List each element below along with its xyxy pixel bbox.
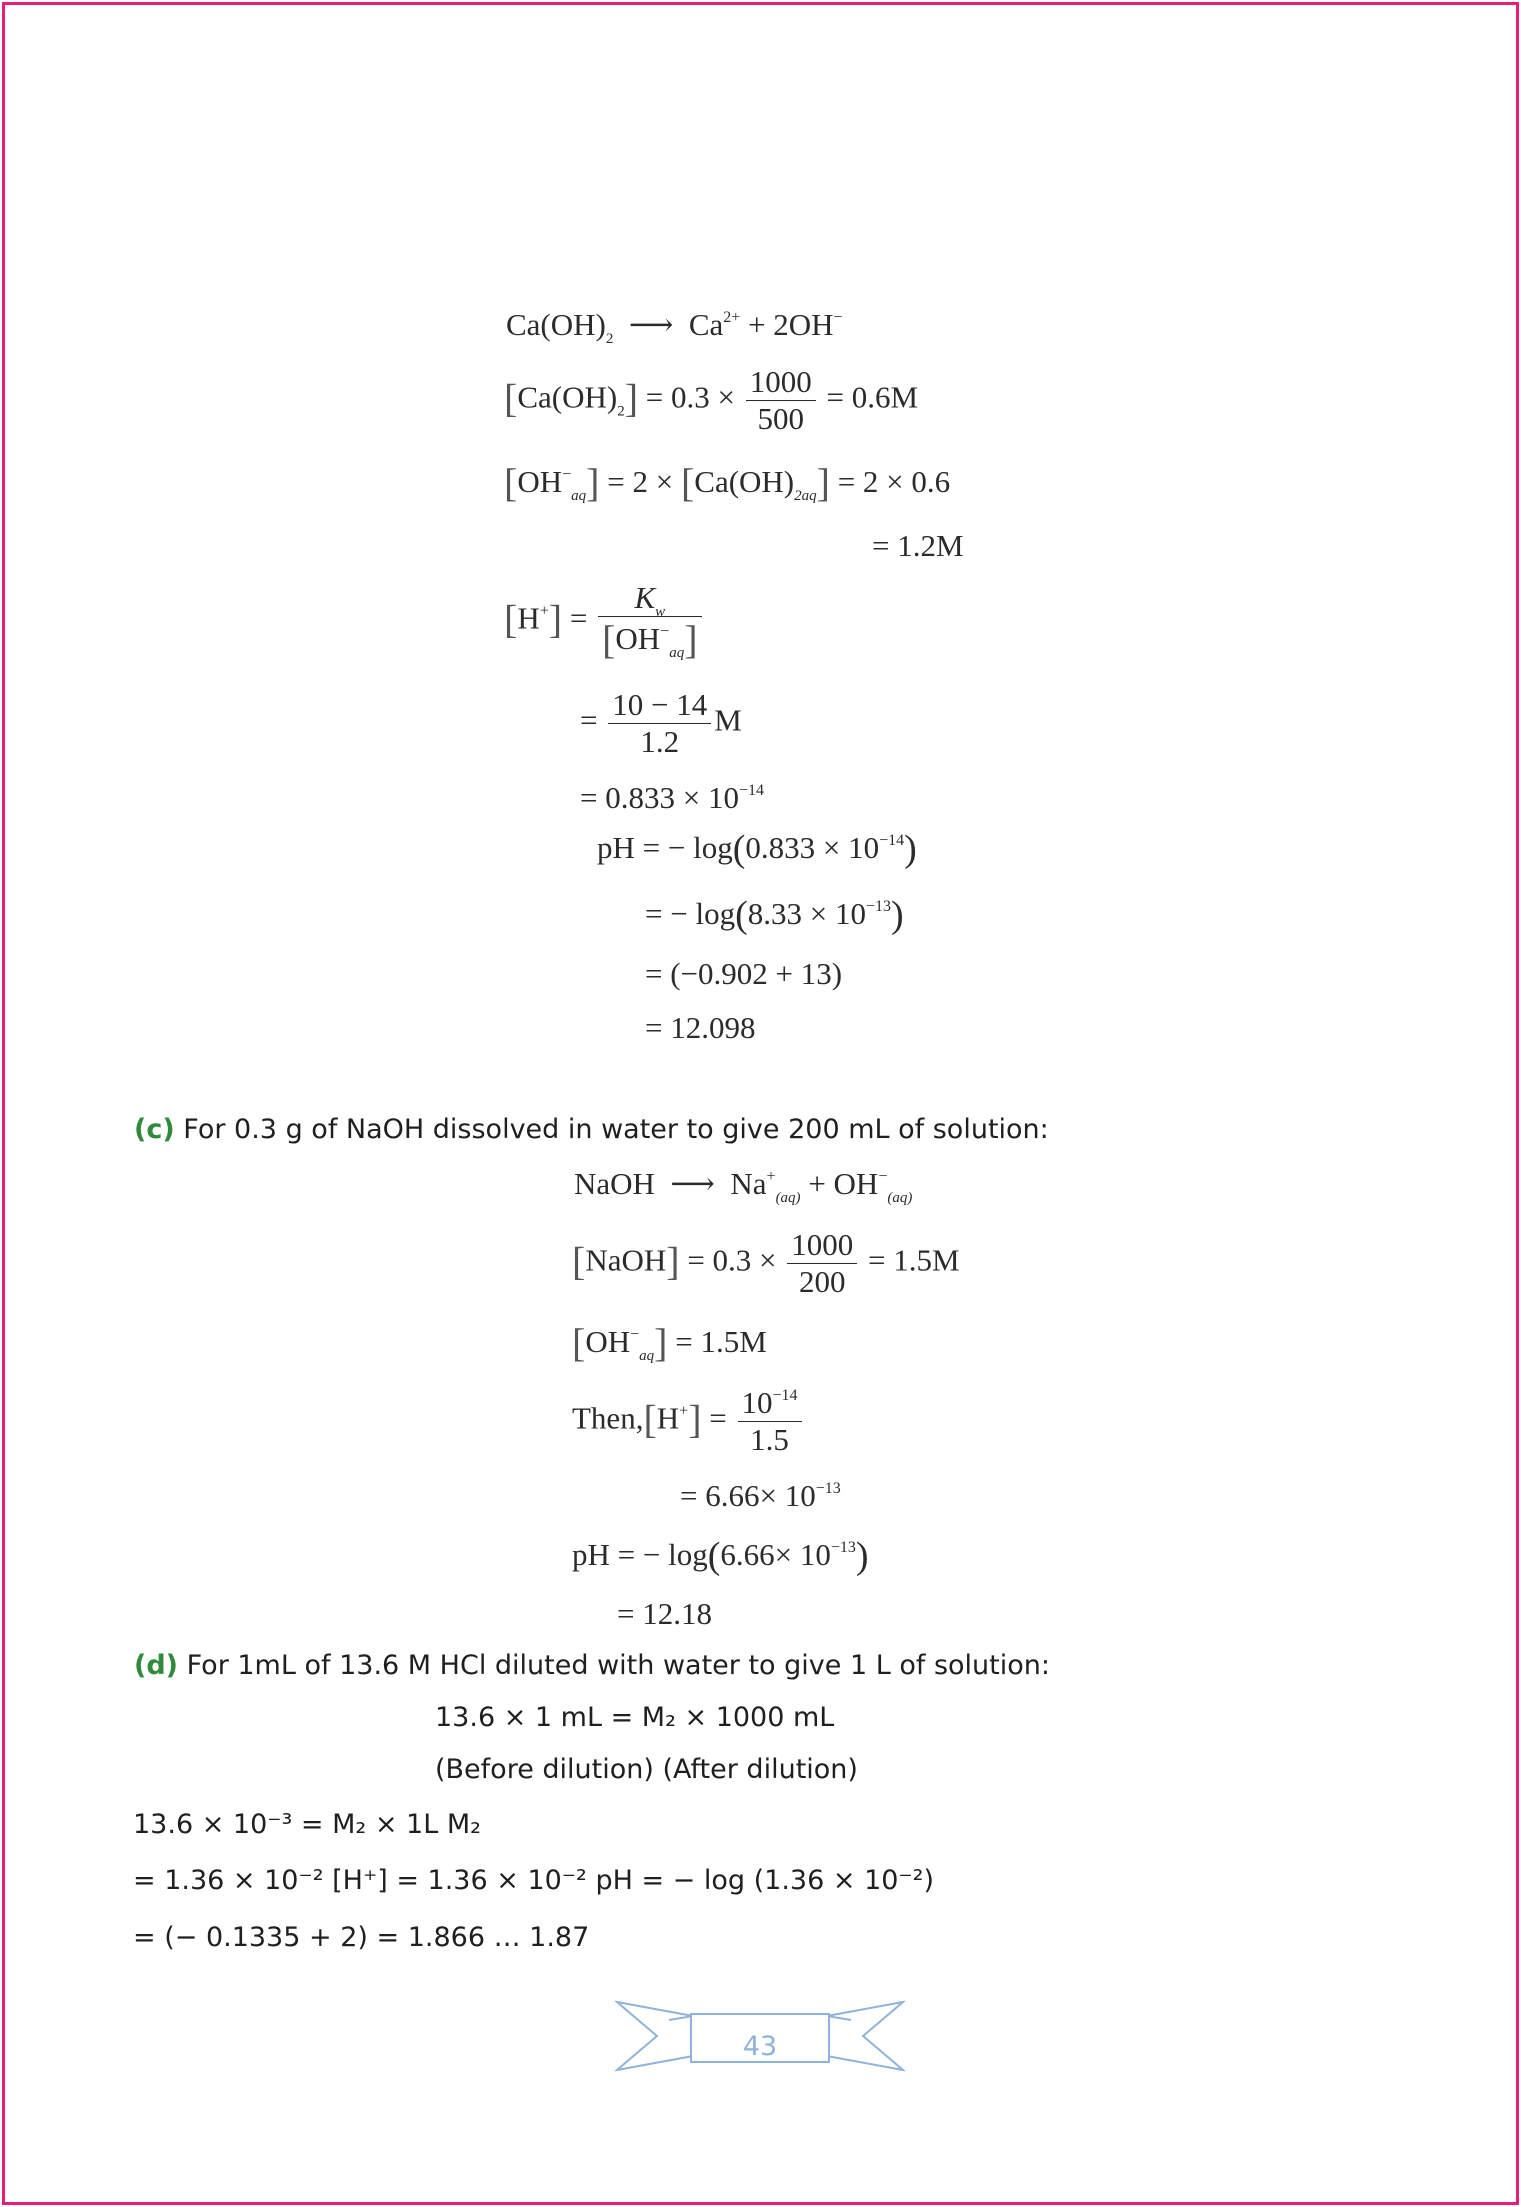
- d-line1: 13.6 × 1 mL = M₂ × 1000 mL: [435, 1702, 835, 1733]
- c-eq4-hydrogen-ion: Then,[H+] = $\frac{10^{-14}}{1.5}$: [572, 1385, 805, 1457]
- b-eq8-ph: pH = − $\log(0.833 \times 10^{-14})$: [597, 828, 917, 870]
- d-line5: = (− 0.1335 + 2) = 1.866 … 1.87: [133, 1922, 590, 1953]
- fraction: $\frac{10 - 14}{1.2}$: [608, 687, 711, 759]
- fraction: $\frac{1000}{200}$: [787, 1227, 857, 1299]
- b-eq5-hydrogen-ion: [H+] = $\frac{K_w}{[OH^-_{aq}]}$: [504, 580, 705, 663]
- fraction: $\frac{10^{-14}}{1.5}$: [738, 1385, 802, 1457]
- b-eq3-hydroxide: $[OH^-_{aq}] = 2 \times [Ca(OH)_{2aq}] = 2 \times 0.6$: [504, 460, 951, 505]
- d-heading: (d) For 1mL of 13.6 M HCl diluted with water to give 1 L of solution:: [134, 1650, 1050, 1681]
- c-heading: (c) For 0.3 g of NaOH dissolved in water to give 200 mL of solution:: [134, 1114, 1049, 1145]
- c-eq1-dissociation: NaOH ⟶ $Na^+_{(aq)} + OH^-_{(aq)}$: [574, 1166, 913, 1206]
- b-eq4: = 1.2M: [872, 528, 964, 563]
- b-eq11: = 12.098: [645, 1010, 756, 1045]
- d-line4: = 1.36 × 10⁻² [H⁺] = 1.36 × 10⁻² pH = − log (1.36 × 10⁻²): [133, 1865, 935, 1896]
- c-eq6-ph: pH = − $\log(6.66\times 10^{-13})$: [572, 1535, 869, 1577]
- c-eq2-concentration: [NaOH] = 0.3 × $\frac{1000}{200}$ = 1.5M: [572, 1227, 960, 1299]
- reaction-arrow-icon: ⟶: [662, 1166, 723, 1201]
- c-eq5: = $6.66\times 10^{-13}$: [680, 1478, 841, 1513]
- reaction-arrow-icon: ⟶: [621, 307, 682, 342]
- fraction: $\frac{K_w}{[OH^-_{aq}]}$: [598, 580, 701, 663]
- d-line3: 13.6 × 10⁻³ = M₂ × 1L M₂: [133, 1809, 481, 1840]
- c-eq3-hydroxide: $[OH^-_{aq}] = 1.5M$: [572, 1320, 767, 1365]
- c-eq7: = 12.18: [617, 1596, 712, 1631]
- b-eq7: = $0.833 \times 10^{-14}$: [580, 780, 764, 815]
- b-eq1-dissociation: $Ca(OH)_2$ ⟶ $Ca^{2+} + 2OH^-$: [506, 307, 843, 347]
- b-eq2-concentration: $[Ca(OH)_2] = 0.3$ × $\frac{1000}{500}$ = 0.6M: [504, 364, 919, 436]
- fraction: $\frac{1000}{500}$: [746, 364, 816, 436]
- b-eq6: = $\frac{10 - 14}{1.2}$ M: [580, 687, 742, 759]
- d-line2: (Before dilution) (After dilution): [435, 1754, 858, 1785]
- b-eq9: = − $\log(8.33 \times 10^{-13})$: [645, 894, 904, 936]
- page-number: 43: [742, 2031, 778, 2062]
- b-eq10: = (−0.902 + 13): [645, 956, 843, 991]
